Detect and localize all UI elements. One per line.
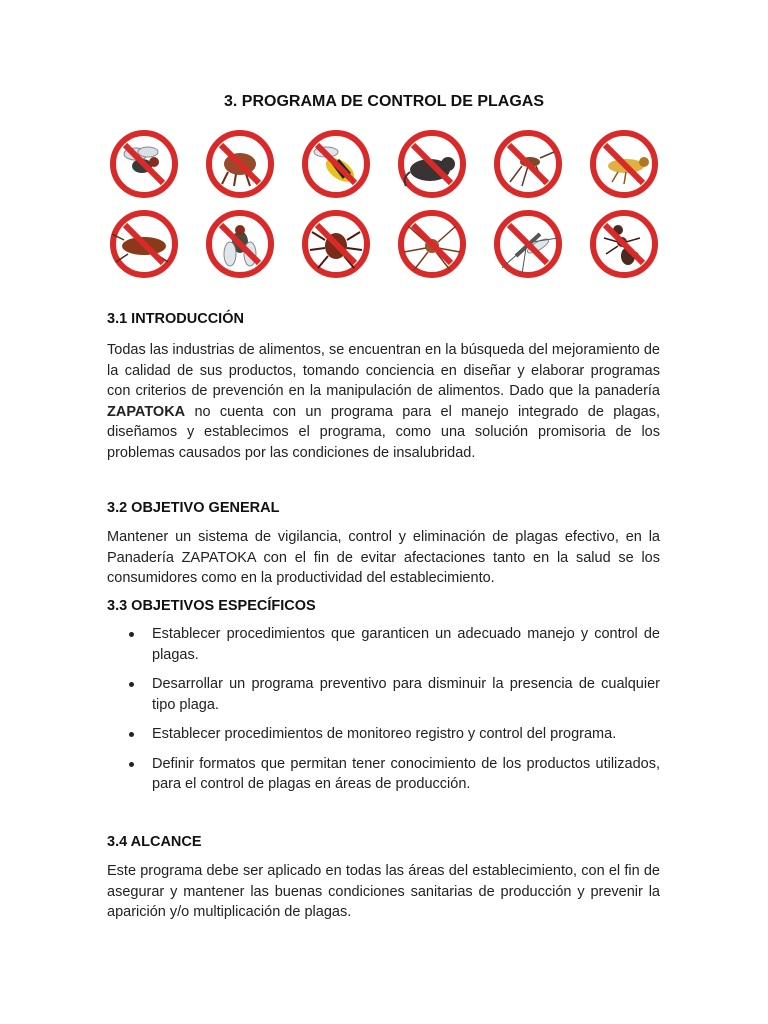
mosquito-icon [492, 128, 564, 200]
termite-icon [588, 128, 660, 200]
no-ant-sign [588, 208, 660, 280]
rat-icon [396, 128, 468, 200]
specific-objectives-list [107, 624, 660, 804]
page-title: 3. PROGRAMA DE CONTROL DE PLAGAS [223, 93, 545, 110]
ant-icon [588, 208, 660, 280]
intro-text-part-2: no cuenta con un programa para el manejo integrado de plagas, diseñamos y establecimos el programa, como una solución promisoria de los problemas causados por las condiciones de insalubridad. [107, 403, 660, 461]
intro-text-part-1: Todas las industrias de alimentos, se encuentran en la búsqueda del mejoramiento de la calidad de sus productos, tomando conciencia en diseñar y elaborar programas con criterios de prevención en la manipulación de alimentos. Dado que la panadería [107, 342, 660, 399]
section-heading-objetivo-general: 3.2 OBJETIVO GENERAL [107, 500, 280, 516]
flea-icon [204, 128, 276, 200]
section-heading-objetivos-especificos: 3.3 OBJETIVOS ESPECÍFICOS [107, 598, 316, 614]
no-mosquito-sign [492, 128, 564, 200]
no-fly-sign [108, 128, 180, 200]
no-rat-sign [396, 128, 468, 200]
list-item-text: Desarrollar un programa preventivo para disminuir la presencia de cualquier tipo plaga. [152, 676, 660, 713]
intro-paragraph [107, 340, 660, 463]
no-flea-sign [204, 128, 276, 200]
tick-icon [300, 208, 372, 280]
no-spider-sign [396, 208, 468, 280]
section-heading-introduccion: 3.1 INTRODUCCIÓN [107, 311, 244, 327]
list-item-text: Establecer procedimientos de monitoreo registro y control del programa. [152, 726, 617, 742]
scope-paragraph: Este programa debe ser aplicado en todas las áreas del establecimiento, con el fin de asegurar y mantener las buenas condiciones sanitarias de producción y prevenir la aparición y/o multiplicación de plagas. [107, 863, 660, 920]
no-cockroach-sign [108, 208, 180, 280]
bullet-icon [129, 632, 134, 637]
section-heading-alcance: 3.4 ALCANCE [107, 834, 202, 850]
bullet-icon [129, 682, 134, 687]
list-item [107, 674, 660, 715]
no-housefly-sign [204, 208, 276, 280]
no-tick-sign [300, 208, 372, 280]
list-item-text: Definir formatos que permitan tener conocimiento de los productos utilizados, para el control de plagas en áreas de producción. [152, 755, 660, 792]
list-item [107, 724, 660, 745]
crane-fly-icon [492, 208, 564, 280]
no-wasp-sign [300, 128, 372, 200]
fly-icon [108, 128, 180, 200]
list-item-text: Establecer procedimientos que garanticen un adecuado manejo y control de plagas. [152, 626, 660, 663]
spider-icon [396, 208, 468, 280]
bullet-icon [129, 762, 134, 767]
list-item [107, 624, 660, 665]
objective-paragraph: Mantener un sistema de vigilancia, control y eliminación de plagas efectivo, en la Panadería ZAPATOKA con el fin de evitar afectaciones tanto en la salud se los consumidores como en la productividad del establecimiento. [107, 529, 660, 586]
no-crane-fly-sign [492, 208, 564, 280]
no-termite-sign [588, 128, 660, 200]
pest-prohibition-grid [108, 128, 660, 298]
wasp-icon [300, 128, 372, 200]
housefly-icon [204, 208, 276, 280]
bullet-icon [129, 732, 134, 737]
list-item [107, 754, 660, 795]
cockroach-icon [108, 208, 180, 280]
brand-name: ZAPATOKA [107, 403, 186, 420]
